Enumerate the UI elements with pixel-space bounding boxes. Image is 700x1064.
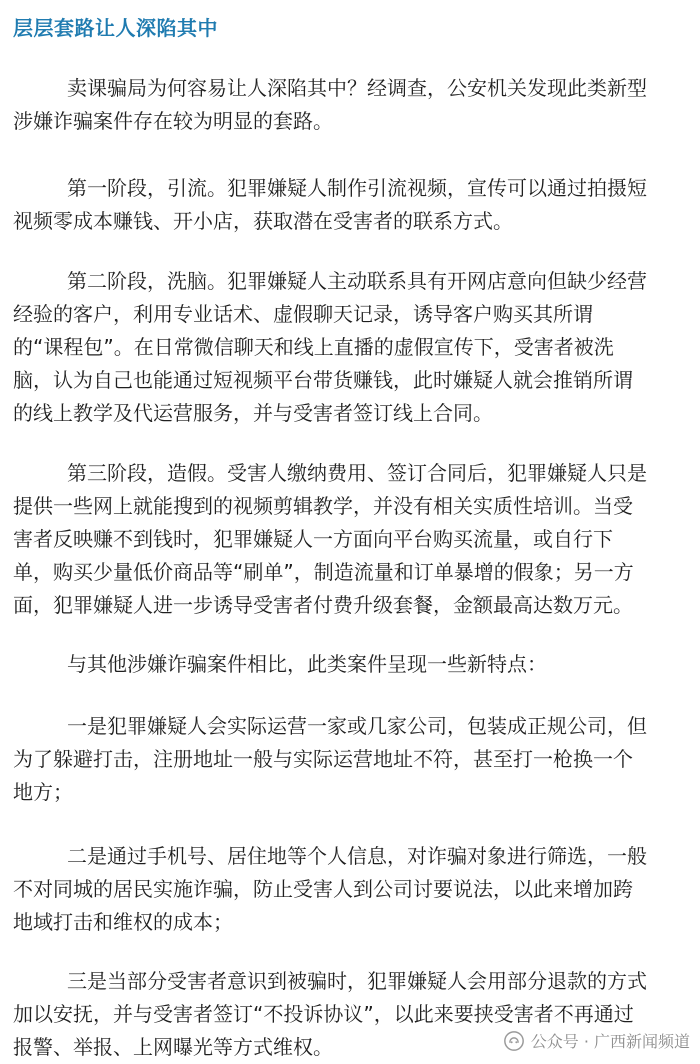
paragraph-line: 第一阶段，引流。犯罪嫌疑人制作引流视频，宣传可以通过拍摄短	[67, 176, 647, 200]
paragraph-feature-one	[13, 710, 693, 809]
paragraph-line: 涉嫌诈骗案件存在较为明显的套路。	[13, 109, 333, 133]
paragraph-stage-three	[13, 457, 693, 622]
paragraph-stage-two	[13, 265, 693, 430]
paragraph-line: 面，犯罪嫌疑人进一步诱导受害者付费升级套餐，金额最高达数万元。	[13, 593, 633, 617]
paragraph-line: 地域打击和维权的成本；	[13, 910, 233, 934]
section-title: 层层套路让人深陷其中	[13, 16, 218, 40]
paragraph-line: 视频零成本赚钱、开小店，获取潜在受害者的联系方式。	[13, 209, 513, 233]
paragraph-line: 经验的客户，利用专业话术、虚假聊天记录，诱导客户购买其所谓	[13, 302, 593, 326]
paragraph-line: 为了躲避打击，注册地址一般与实际运营地址不符，甚至打一枪换一个	[13, 747, 633, 771]
paragraph-line: 三是当部分受害者意识到被骗时，犯罪嫌疑人会用部分退款的方式	[67, 969, 647, 993]
paragraph-line: 地方；	[13, 780, 73, 804]
watermark	[503, 1029, 690, 1052]
paragraph-line: 与其他涉嫌诈骗案件相比，此类案件呈现一些新特点：	[67, 652, 547, 676]
paragraph-line: 的线上教学及代运营服务，并与受害者签订线上合同。	[13, 401, 493, 425]
paragraph-line: 不对同城的居民实施诈骗，防止受害人到公司讨要说法，以此来增加跨	[13, 877, 633, 901]
paragraph-line: 报警、举报、上网曝光等方式维权。	[13, 1035, 333, 1059]
paragraph-line: 加以安抚，并与受害者签订“不投诉协议”，以此来要挟受害者不再通过	[13, 1002, 634, 1026]
paragraph-line: 卖课骗局为何容易让人深陷其中？经调查，公安机关发现此类新型	[67, 76, 647, 100]
paragraph-line: 一是犯罪嫌疑人会实际运营一家或几家公司，包装成正规公司，但	[67, 714, 647, 738]
paragraph-line: 害者反映赚不到钱时，犯罪嫌疑人一方面向平台购买流量，或自行下	[13, 527, 613, 551]
paragraph-line: 单，购买少量低价商品等“刷单”，制造流量和订单暴增的假象；另一方	[13, 560, 634, 584]
paragraph-line: 第三阶段，造假。受害人缴纳费用、签订合同后，犯罪嫌疑人只是	[67, 461, 647, 485]
wechat-official-account-icon	[503, 1030, 525, 1052]
paragraph-feature-two	[13, 840, 693, 939]
paragraph-intro	[13, 72, 693, 138]
paragraph-line: 的“课程包”。在日常微信聊天和线上直播的虚假宣传下，受害者被洗	[13, 335, 614, 359]
paragraph-line: 脑，认为自己也能通过短视频平台带货赚钱，此时嫌疑人就会推销所谓	[13, 368, 633, 392]
paragraph-new-features-intro	[67, 648, 693, 681]
watermark-text: 公众号 · 广西新闻频道	[530, 1032, 690, 1051]
paragraph-stage-one	[13, 172, 693, 238]
paragraph-line: 二是通过手机号、居住地等个人信息，对诈骗对象进行筛选，一般	[67, 844, 647, 868]
paragraph-line: 提供一些网上就能搜到的视频剪辑教学，并没有相关实质性培训。当受	[13, 494, 633, 518]
paragraph-line: 第二阶段，洗脑。犯罪嫌疑人主动联系具有开网店意向但缺少经营	[67, 269, 647, 293]
